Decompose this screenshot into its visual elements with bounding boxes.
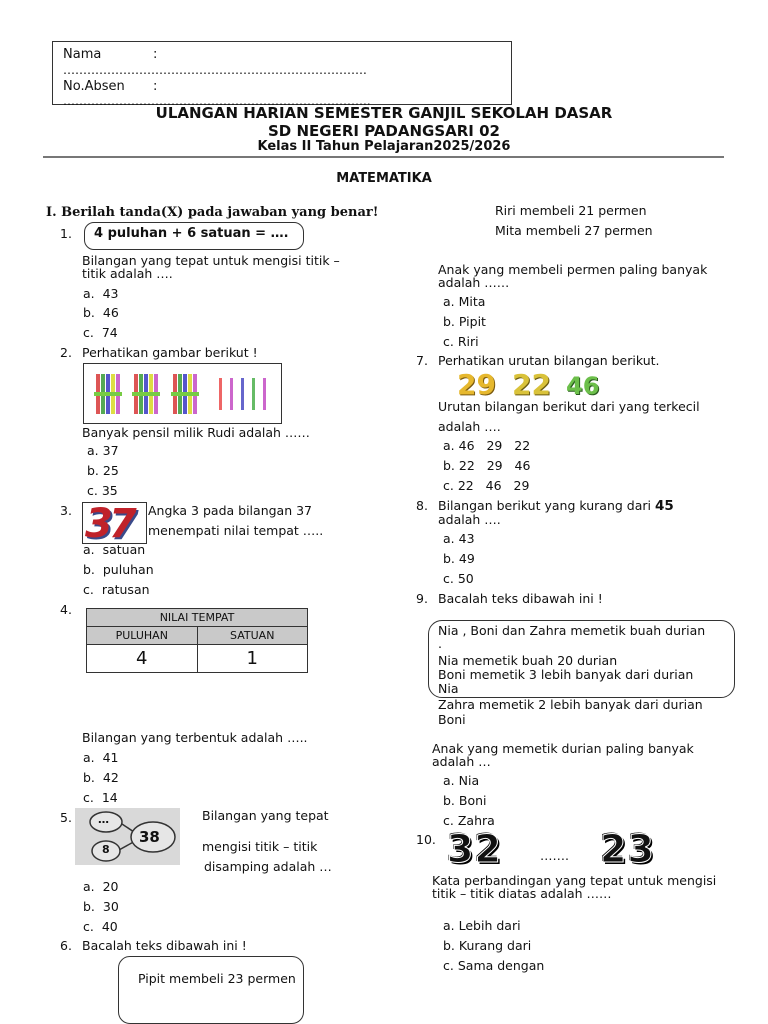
option-text: 49 <box>458 551 475 566</box>
option-text: Mita <box>458 294 486 309</box>
q7-option-b[interactable] <box>443 458 530 473</box>
option-text: ratusan <box>101 582 150 597</box>
q5-option-a[interactable] <box>83 879 119 894</box>
bond-part: 8 <box>102 843 110 856</box>
q8-stem-text: Bilangan berikut yang kurang dari <box>438 498 651 513</box>
q9-text-line1: Nia , Boni dan Zahra memetik buah durian <box>438 623 706 638</box>
q8-option-a[interactable] <box>443 531 475 546</box>
exam-title: ULANGAN HARIAN SEMESTER GANJIL SEKOLAH DASAR <box>155 104 613 122</box>
q6-question-line1: Anak yang membeli permen paling banyak <box>438 262 708 277</box>
option-letter: c. <box>83 790 94 805</box>
number-37-image <box>82 501 147 547</box>
option-letter: b. <box>443 551 455 566</box>
option-letter: c. <box>443 813 454 828</box>
place-value-table <box>86 608 308 673</box>
option-letter: b. <box>83 770 95 785</box>
absen-label: No.Absen <box>63 79 125 94</box>
q1-expression-box <box>84 222 304 250</box>
q1-number: 1. <box>60 226 72 241</box>
q2-stem: Perhatikan gambar berikut ! <box>82 345 258 360</box>
class-year: Kelas II Tahun Pelajaran2025/2026 <box>257 139 511 154</box>
q9-text-line4b: Boni <box>438 712 466 727</box>
subject-title: MATEMATIKA <box>336 171 432 186</box>
option-text: 30 <box>102 899 119 914</box>
bond-total: 38 <box>139 828 160 846</box>
option-text: 22 29 46 <box>458 458 531 473</box>
q7-stem: Perhatikan urutan bilangan berikut. <box>438 353 660 368</box>
q3-option-a[interactable] <box>83 542 145 557</box>
q6-question-line2: adalah …… <box>438 275 510 290</box>
q3-stem-line1: Angka 3 pada bilangan 37 <box>148 503 313 518</box>
option-text: 40 <box>101 919 118 934</box>
q10-option-b[interactable] <box>443 938 531 953</box>
option-letter: c. <box>83 919 94 934</box>
q8-option-b[interactable] <box>443 551 475 566</box>
option-letter: a. <box>87 443 99 458</box>
q9-option-a[interactable] <box>443 773 479 788</box>
option-text: 43 <box>458 531 475 546</box>
option-letter: a. <box>443 531 455 546</box>
option-text: Sama dengan <box>457 958 545 973</box>
option-letter: c. <box>443 478 454 493</box>
q9-stem: Bacalah teks dibawah ini ! <box>438 591 603 606</box>
absen-colon: : <box>153 79 158 94</box>
table-header-puluhan: PULUHAN <box>87 627 198 645</box>
number-23-graphic: 23 <box>600 827 655 871</box>
option-text: 20 <box>102 879 119 894</box>
name-label: Nama <box>63 47 102 62</box>
option-letter: b. <box>87 463 99 478</box>
q10-question-line2: titik – titik diatas adalah …… <box>432 886 612 901</box>
option-text: puluhan <box>102 562 154 577</box>
option-letter: c. <box>83 325 94 340</box>
option-letter: a. <box>443 294 455 309</box>
pencil-bundle-2 <box>132 374 160 414</box>
option-text: 22 46 29 <box>457 478 530 493</box>
q6-text-line1: Pipit membeli 23 permen <box>138 971 296 986</box>
q1-stem-line2: titik adalah …. <box>82 266 173 281</box>
q7-question-line2: adalah …. <box>438 419 501 434</box>
q6-option-c[interactable] <box>443 334 479 349</box>
q7-option-a[interactable] <box>443 438 530 453</box>
table-title: NILAI TEMPAT <box>87 609 308 627</box>
number-46-graphic: 46 <box>566 372 600 400</box>
option-text: 14 <box>101 790 118 805</box>
option-text: 25 <box>102 463 119 478</box>
q2-option-b[interactable] <box>87 463 119 478</box>
option-text: Lebih dari <box>458 918 521 933</box>
q3-option-c[interactable] <box>83 582 150 597</box>
option-letter: b. <box>443 458 455 473</box>
q10-option-a[interactable] <box>443 918 521 933</box>
q4-option-b[interactable] <box>83 770 119 785</box>
option-letter: c. <box>443 571 454 586</box>
q3-option-b[interactable] <box>83 562 154 577</box>
table-value-satuan: 1 <box>197 645 308 673</box>
option-text: 37 <box>102 443 119 458</box>
option-letter: c. <box>83 582 94 597</box>
number-37-graphic: 37 <box>85 501 133 547</box>
q6-option-a[interactable] <box>443 294 485 309</box>
q5-option-b[interactable] <box>83 899 119 914</box>
option-letter: a. <box>443 438 455 453</box>
pencil-bundle-1 <box>94 374 122 414</box>
option-letter: c. <box>443 958 454 973</box>
q10-question-line1: Kata perbandingan yang tepat untuk mengisi <box>432 873 717 888</box>
q9-question-line1: Anak yang memetik durian paling banyak <box>432 741 694 756</box>
option-text: 43 <box>102 286 119 301</box>
option-text: 35 <box>101 483 118 498</box>
q7-question-line1: Urutan bilangan berikut dari yang terkecil <box>438 399 700 414</box>
option-letter: c. <box>443 334 454 349</box>
q2-option-c[interactable] <box>87 483 118 498</box>
option-text: 50 <box>457 571 474 586</box>
q1-option-a[interactable] <box>83 286 119 301</box>
q1-expression: 4 puluhan + 6 satuan = …. <box>94 226 289 241</box>
q7-option-c[interactable] <box>443 478 529 493</box>
bond-blank: … <box>98 813 109 826</box>
q9-question-line2: adalah … <box>432 754 491 769</box>
q6-text-box <box>118 956 304 1024</box>
q9-number: 9. <box>416 591 428 606</box>
option-text: 74 <box>101 325 118 340</box>
pencils-image <box>83 363 282 424</box>
q10-number: 10. <box>416 832 436 847</box>
q10-option-c[interactable] <box>443 958 544 973</box>
q4-option-a[interactable] <box>83 750 119 765</box>
option-text: Nia <box>458 773 480 788</box>
q4-number: 4. <box>60 602 72 617</box>
option-text: satuan <box>102 542 146 557</box>
option-text: 46 29 22 <box>458 438 531 453</box>
identity-box <box>52 41 512 108</box>
loose-pencils <box>219 378 266 410</box>
option-text: Kurang dari <box>458 938 532 953</box>
table-header-satuan: SATUAN <box>197 627 308 645</box>
option-letter: b. <box>83 562 95 577</box>
q5-stem-line1: Bilangan yang tepat <box>202 808 329 823</box>
number-bond-image <box>75 808 180 865</box>
q9-text-line2: Nia memetik buah 20 durian <box>438 653 618 668</box>
q9-text-line1b: . <box>438 636 442 651</box>
q8-number: 8. <box>416 498 428 513</box>
option-letter: c. <box>87 483 98 498</box>
name-blank[interactable]: …………………………………………………………………. <box>63 63 367 77</box>
q9-option-c[interactable] <box>443 813 495 828</box>
option-letter: b. <box>443 938 455 953</box>
q8-stem-number: 45 <box>654 498 674 514</box>
option-letter: a. <box>83 542 95 557</box>
pencil-bundle-3 <box>171 374 199 414</box>
option-letter: b. <box>443 314 455 329</box>
q4-question: Bilangan yang terbentuk adalah ….. <box>82 730 308 745</box>
q2-question: Banyak pensil milik Rudi adalah …… <box>82 425 310 440</box>
q8-option-c[interactable] <box>443 571 474 586</box>
q1-stem-line1: Bilangan yang tepat untuk mengisi titik – <box>82 253 340 268</box>
q3-number: 3. <box>60 503 72 518</box>
q1-option-b[interactable] <box>83 305 119 320</box>
q7-number: 7. <box>416 353 428 368</box>
option-text: 46 <box>102 305 119 320</box>
option-letter: b. <box>443 793 455 808</box>
q6-stem: Bacalah teks dibawah ini ! <box>82 938 247 953</box>
q10-dots: ……. <box>540 848 569 863</box>
option-text: Boni <box>458 793 487 808</box>
q2-number: 2. <box>60 345 72 360</box>
number-bond-lines <box>75 808 180 865</box>
q6-option-b[interactable] <box>443 314 486 329</box>
number-29-graphic: 29 <box>457 368 496 401</box>
option-letter: a. <box>443 773 455 788</box>
q4-option-c[interactable] <box>83 790 118 805</box>
q2-option-a[interactable] <box>87 443 119 458</box>
option-letter: a. <box>83 750 95 765</box>
table-value-puluhan: 4 <box>87 645 198 673</box>
school-name: SD NEGERI PADANGSARI 02 <box>268 122 500 140</box>
q5-number: 5. <box>60 810 72 825</box>
option-letter: a. <box>443 918 455 933</box>
q6-text-line2: Riri membeli 21 permen <box>495 203 647 218</box>
q3-stem-line2: menempati nilai tempat ….. <box>148 523 324 538</box>
q9-text-line3: Boni memetik 3 lebih banyak dari durian <box>438 667 694 682</box>
option-letter: b. <box>83 899 95 914</box>
number-22-graphic: 22 <box>512 368 551 401</box>
option-letter: a. <box>83 286 95 301</box>
name-colon: : <box>153 47 158 62</box>
q5-stem-line2: mengisi titik – titik <box>202 839 318 854</box>
pencils-illustration <box>84 364 281 423</box>
q1-option-c[interactable] <box>83 325 118 340</box>
option-letter: b. <box>83 305 95 320</box>
option-text: Pipit <box>458 314 486 329</box>
option-text: Riri <box>457 334 479 349</box>
option-text: 41 <box>102 750 119 765</box>
q9-text-line4: Zahra memetik 2 lebih banyak dari durian <box>438 697 703 712</box>
q9-option-b[interactable] <box>443 793 487 808</box>
q5-stem-line3: disamping adalah … <box>204 859 332 874</box>
option-text: Zahra <box>457 813 495 828</box>
q5-option-c[interactable] <box>83 919 118 934</box>
q8-stem-line2: adalah …. <box>438 512 501 527</box>
q6-text-line3: Mita membeli 27 permen <box>495 223 653 238</box>
option-letter: a. <box>83 879 95 894</box>
option-text: 42 <box>102 770 119 785</box>
q6-number: 6. <box>60 938 72 953</box>
section-instruction: I. Berilah tanda(X) pada jawaban yang benar! <box>46 205 379 220</box>
q9-text-line3b: Nia <box>438 681 459 696</box>
header-rule <box>43 156 724 158</box>
number-32-graphic: 32 <box>447 827 502 871</box>
absen-blank[interactable]: ………………………………………………………………….. <box>63 94 371 108</box>
